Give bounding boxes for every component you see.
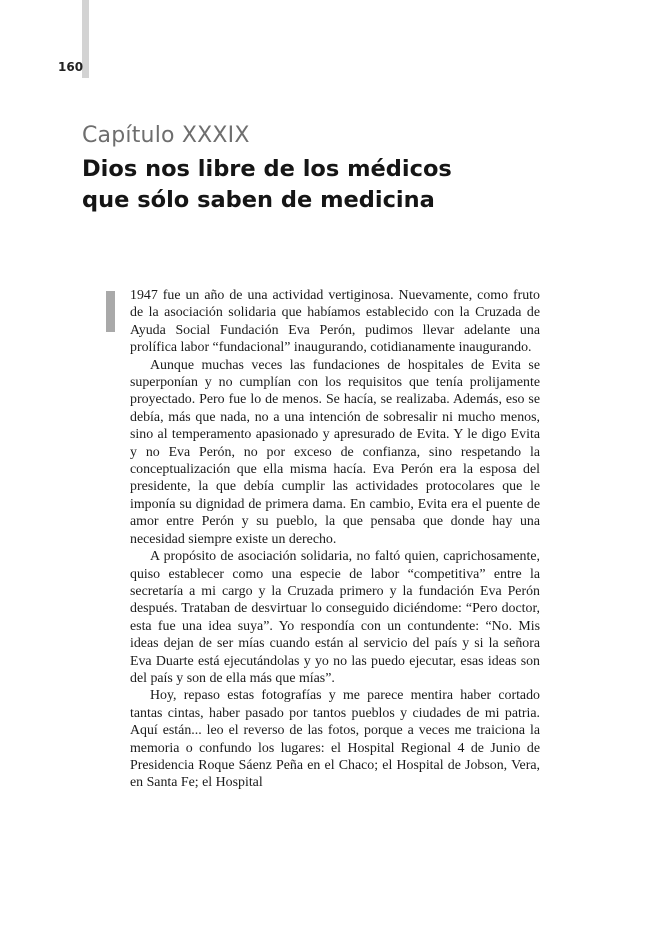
page-number: 160 <box>58 60 84 74</box>
chapter-title <box>82 154 542 216</box>
paragraph: Hoy, repaso estas fotografías y me parece mentira haber cortado tantas cintas, haber pasado por tantos pueblos y ciudades de mi patria. Aquí están... leo el reverso de las fotos, porque a veces me traiciona la memoria o confundo los lugares: el Hospital Regional 4 de Junio de Presidencia Roque Sáenz Peña en el Chaco; el Hospital de Jobson, Vera, en Santa Fe; el Hospital <box>130 688 540 791</box>
chapter-label: Capítulo XXXIX <box>82 123 250 148</box>
paragraph: A propósito de asociación solidaria, no faltó quien, caprichosamente, quiso establecer como una especie de labor “competitiva” entre la secretaría a mi cargo y la Cruzada primero y la fundación Eva Perón después. Trataban de desvirtuar lo conseguido diciéndome: “Pero doctor, esta fue una idea suya”. Yo respondía con un contundente: “No. Mis ideas dejan de ser mías cuando están al servicio del país y si la señora Eva Duarte está ejecutándolas y yo no las puedo ejecutar, esas ideas son del país y son de ella más que mías”. <box>130 549 540 686</box>
section-marker <box>106 291 115 332</box>
paragraph: Aunque muchas veces las fundaciones de hospitales de Evita se superponían y no cumplían con los requisitos que tenía prolijamente proyectado. Pero fue lo de menos. Se hacía, se realizaba. Además, eso se debía, más que nada, no a una intención de sobresalir ni mucho menos, sino al temperamento apasionado y apresurado de Evita. Y le digo Evita y no Eva Perón, no por exceso de confianza, sino respetando la conceptualización que ella misma hacía. Eva Perón era la esposa del presidente, la que debía cumplir las actividades protocolares que le imponía su dignidad de primera dama. En cambio, Evita era el puente de amor entre Perón y su pueblo, la que pensaba que donde hay una necesidad siempre existe un derecho. <box>130 357 540 547</box>
chapter-title-line-1: Dios nos libre de los médicos <box>82 156 452 182</box>
paragraph: 1947 fue un año de una actividad vertiginosa. Nuevamente, como fruto de la asociación solidaria que habíamos establecido con la Cruzada de Ayuda Social Fundación Eva Perón, pudimos llevar adelante una prolífica labor “fundacional” inaugurando, cotidianamente inaugurando. <box>130 288 540 356</box>
chapter-title-line-2: que sólo saben de medicina <box>82 187 435 213</box>
body-text <box>130 287 540 792</box>
